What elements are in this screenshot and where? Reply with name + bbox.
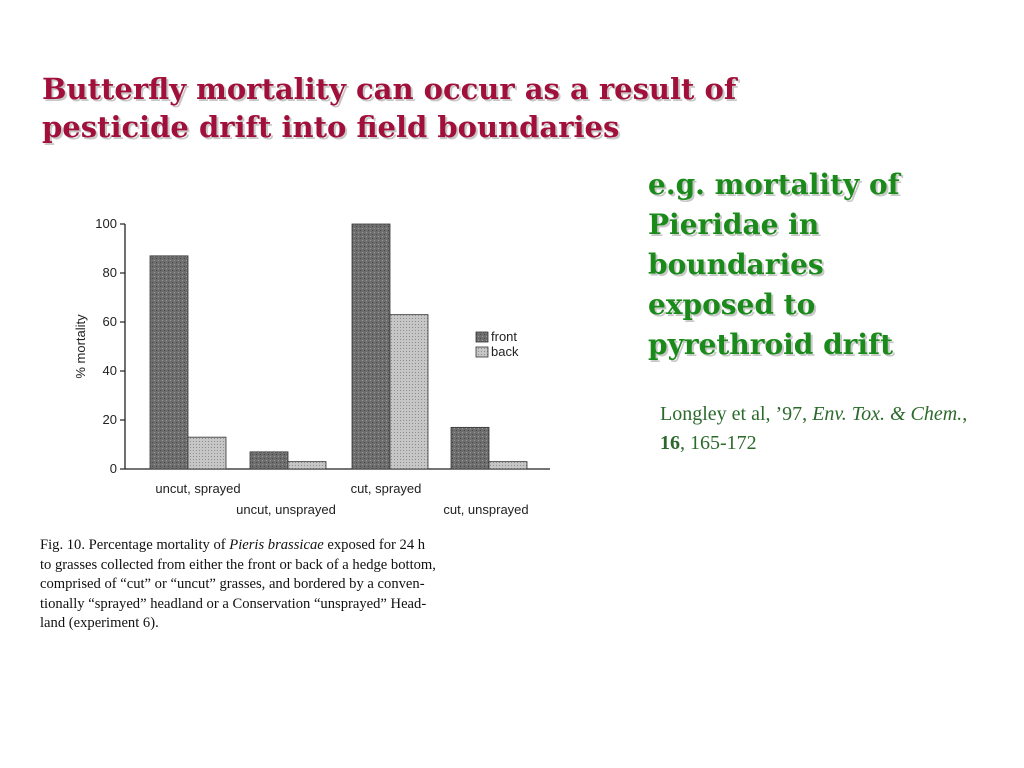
caption-line-4: tionally “sprayed” headland or a Conservation “unsprayed” Head-: [40, 595, 427, 612]
bar-back: [489, 462, 527, 469]
slide-title-line-1: Butterfly mortality can occur as a result of: [42, 72, 737, 106]
bar-front: [150, 256, 188, 469]
citation-authors: Longley et al, ’97,: [660, 403, 813, 425]
bar-front: [352, 224, 390, 469]
caption-line-2: to grasses collected from either the front or back of a hedge bottom,: [40, 556, 436, 573]
figure-caption: [40, 536, 580, 634]
slide-title-line-2: pesticide drift into field boundaries: [42, 110, 620, 144]
citation-separator: ,: [962, 403, 968, 425]
x-category-label: uncut, sprayed: [155, 481, 241, 496]
x-category-label: uncut, unsprayed: [236, 502, 336, 517]
slide-subtitle: [648, 165, 978, 365]
x-category-label: cut, sprayed: [350, 481, 422, 496]
mortality-bar-chart: [30, 200, 570, 530]
y-tick-label: 0: [109, 461, 117, 476]
caption-line-5: land (experiment 6).: [40, 615, 159, 631]
y-tick-label: 100: [95, 216, 117, 231]
bar-back: [188, 437, 226, 469]
legend-swatch-front: [476, 332, 488, 342]
legend-label-front: front: [491, 329, 518, 344]
citation-journal: Env. Tox. & Chem.: [812, 403, 963, 425]
y-tick-label: 20: [102, 412, 117, 427]
caption-line-3: comprised of “cut” or “uncut” grasses, and bordered by a conven-: [40, 576, 425, 592]
subtitle-line-2: Pieridae in: [648, 208, 820, 241]
subtitle-line-3: boundaries: [648, 248, 824, 281]
chart-plot-area: [73, 216, 550, 517]
citation-pages: , 165-172: [680, 432, 757, 454]
bar-front: [250, 452, 288, 469]
citation-volume: 16: [660, 432, 680, 454]
citation: [660, 400, 970, 458]
y-axis-label: % mortality: [73, 314, 88, 379]
bar-front: [451, 427, 489, 469]
subtitle-line-4: exposed to: [648, 288, 816, 321]
x-category-label: cut, unsprayed: [443, 502, 529, 517]
y-tick-label: 80: [102, 265, 117, 280]
legend-swatch-back: [476, 347, 488, 357]
legend-label-back: back: [491, 344, 519, 359]
slide-title: [42, 70, 842, 146]
bar-back: [390, 315, 428, 469]
subtitle-line-5: pyrethroid drift: [648, 328, 894, 361]
bar-back: [288, 462, 326, 469]
y-tick-label: 60: [102, 314, 117, 329]
subtitle-line-1: e.g. mortality of: [648, 168, 900, 201]
caption-line-1: Fig. 10. Percentage mortality of Pieris brassicae exposed for 24 h: [40, 537, 426, 553]
y-tick-label: 40: [102, 363, 117, 378]
